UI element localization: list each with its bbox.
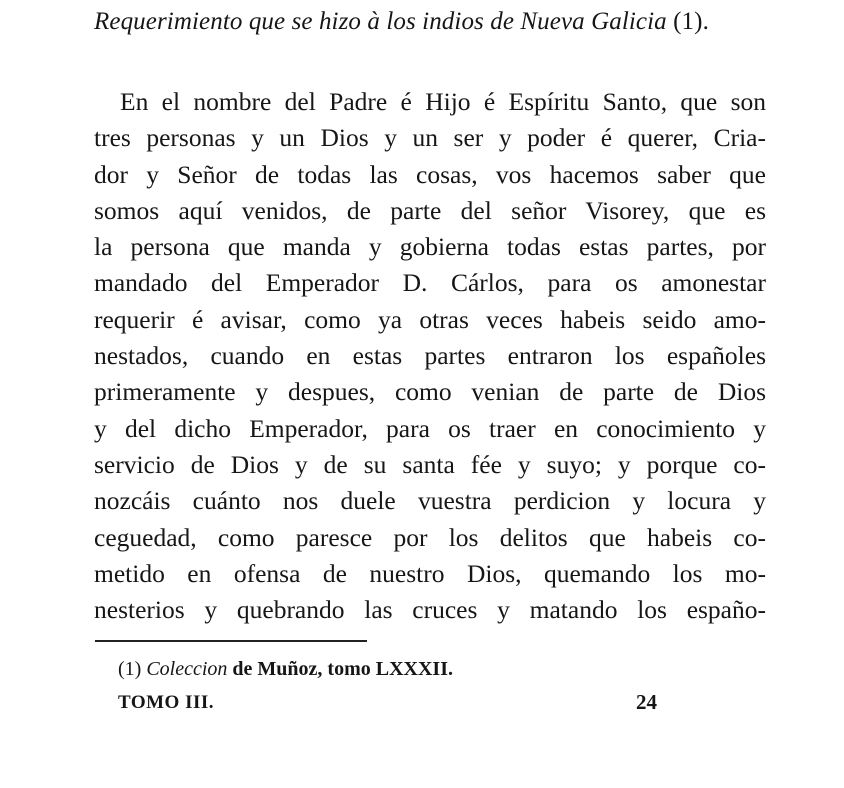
text-line: requerir é avisar, como ya otras veces habeis seido amo- — [94, 304, 766, 334]
page-title — [94, 8, 709, 36]
footnote-reference: de Muñoz, tomo LXXXII. — [227, 658, 453, 680]
text-line: nestados, cuando en estas partes entraron los españoles — [94, 341, 766, 371]
text-line: nozcáis cuánto nos duele vuestra perdicion y locura y — [94, 486, 766, 516]
footnote-marker: (1) — [118, 658, 147, 680]
text-line: primeramente y despues, como venian de parte de Dios — [94, 377, 766, 407]
text-line: metido en ofensa de nuestro Dios, quemando los mo- — [94, 558, 766, 588]
text-line: y del dicho Emperador, para os traer en conocimiento y — [94, 413, 766, 443]
text-line: En el nombre del Padre é Hijo é Espíritu Santo, que son — [120, 87, 766, 116]
text-line: mandado del Emperador D. Cárlos, para os amonestar — [94, 268, 766, 298]
footnote-source: Coleccion — [146, 658, 228, 680]
text-line: somos aquí venidos, de parte del señor Visorey, que es — [94, 195, 766, 225]
title-text: Requerimiento que se hizo à los indios de Nueva Galicia — [94, 8, 667, 35]
text-line: ceguedad, como paresce por los delitos que habeis co- — [94, 522, 766, 552]
text-line: servicio de Dios y de su santa fée y suyo; y porque co- — [94, 449, 766, 479]
body-paragraph — [94, 84, 766, 628]
text-line: dor y Señor de todas las cosas, vos hacemos saber que — [94, 159, 766, 189]
title-footnote-marker: (1). — [666, 8, 709, 35]
text-line: nesterios y quebrando las cruces y matando los españo- — [94, 595, 766, 625]
footnote — [118, 658, 453, 681]
text-line: tres personas y un Dios y un ser y poder é querer, Cria- — [94, 123, 766, 153]
page-number: 24 — [636, 690, 657, 714]
volume-signature: TOMO III. — [118, 692, 215, 713]
text-line: la persona que manda y gobierna todas estas partes, por — [94, 232, 766, 262]
footnote-divider — [95, 640, 367, 642]
